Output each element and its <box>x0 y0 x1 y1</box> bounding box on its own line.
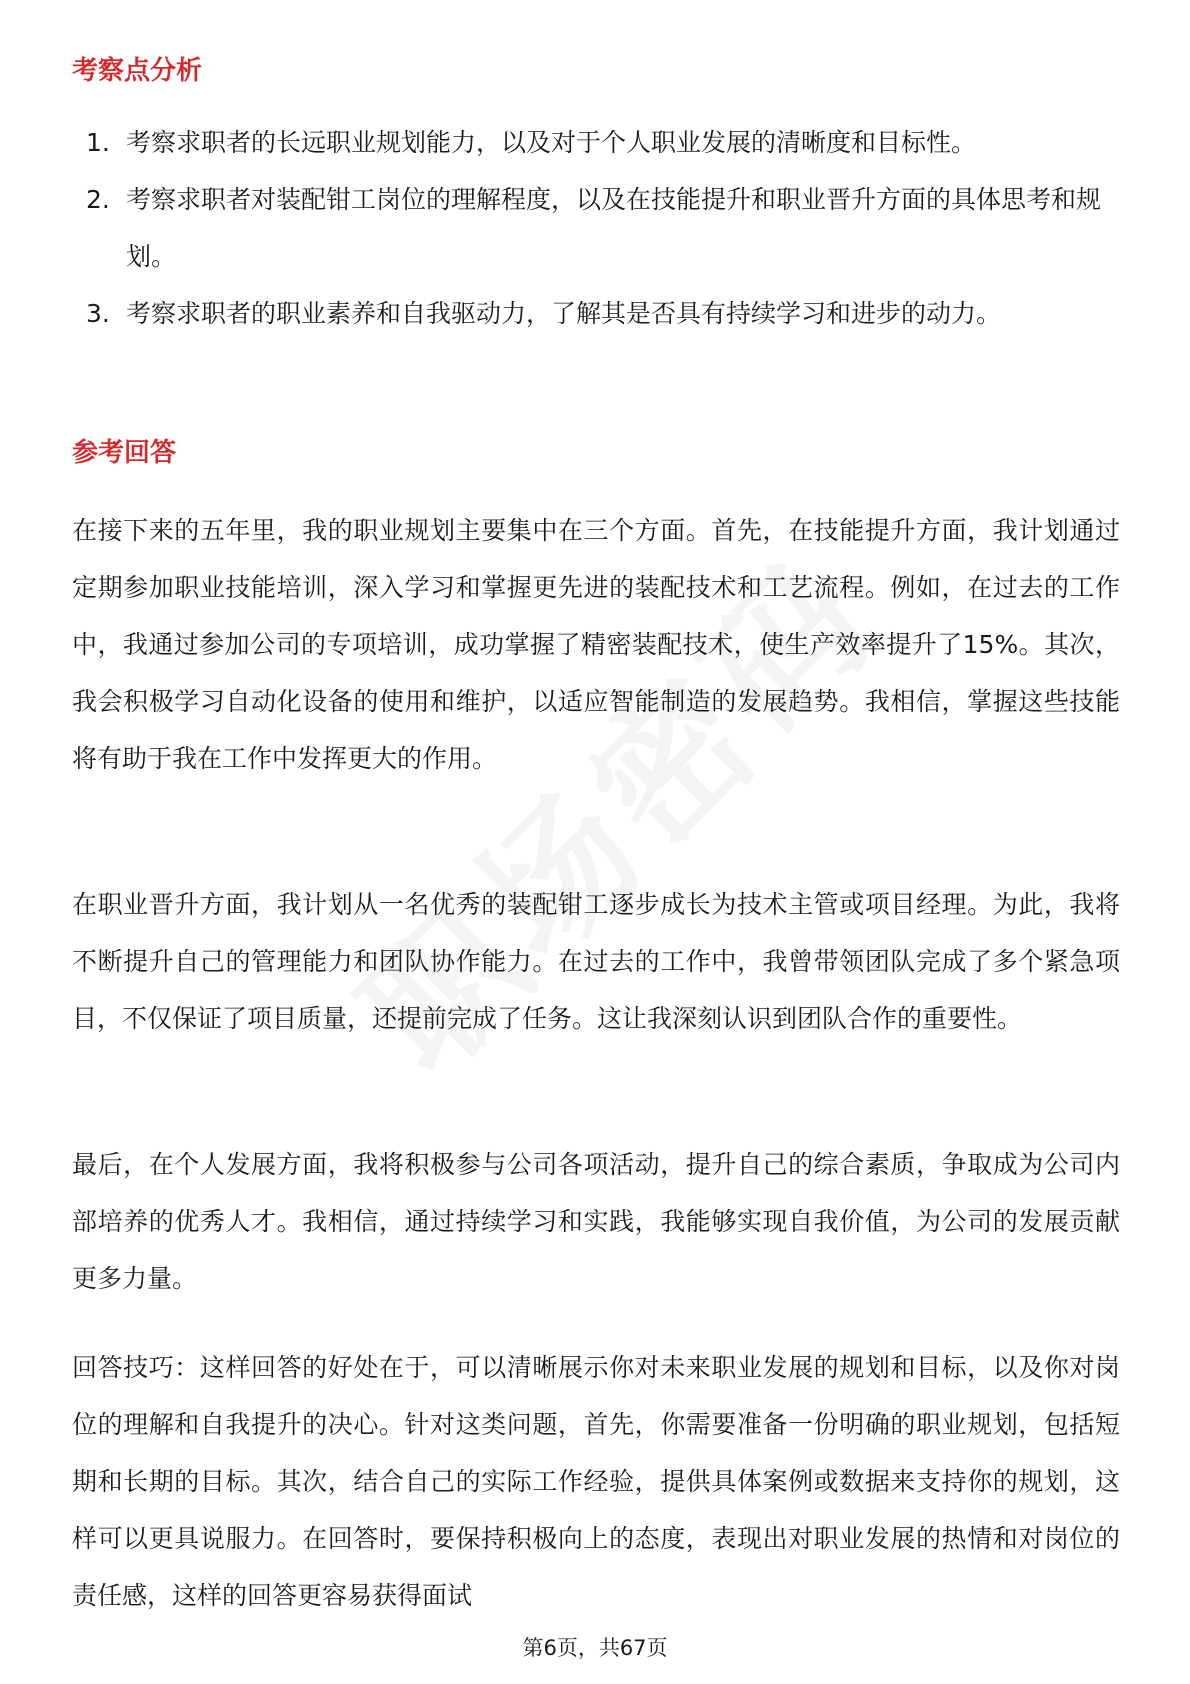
list-item-text: 考察求职者的长远职业规划能力，以及对于个人职业发展的清晰度和目标性。 <box>126 128 977 157</box>
list-item-text: 考察求职者对装配钳工岗位的理解程度，以及在技能提升和职业晋升方面的具体思考和规划。 <box>126 185 1102 271</box>
answer-paragraph: 在职业晋升方面，我计划从一名优秀的装配钳工逐步成长为技术主管或项目经理。为此，我将不断提升自己的管理能力和团队协作能力。在过去的工作中，我曾带领团队完成了多个紧急项目，不仅保证了项目质量，还提前完成了任务。这让我深刻认识到团队合作的重要性。 <box>72 890 1120 1033</box>
answer-heading: 参考回答 <box>72 438 177 468</box>
tips-paragraph: 回答技巧：这样回答的好处在于，可以清晰展示你对未来职业发展的规划和目标，以及你对岗位的理解和自我提升的决心。针对这类问题，首先，你需要准备一份明确的职业规划，包括短期和长期的目标。其次，结合自己的实际工作经验，提供具体案例或数据来支持你的规划，这样可以更具说服力。在回答时，要保持积极向上的态度，表现出对职业发展的热情和对岗位的责任感，这样的回答更容易获得面试 <box>72 1353 1120 1610</box>
answer-paragraph: 最后，在个人发展方面，我将积极参与公司各项活动，提升自己的综合素质，争取成为公司内部培养的优秀人才。我相信，通过持续学习和实践，我能够实现自我价值，为公司的发展贡献更多力量。 <box>72 1150 1120 1293</box>
list-number: 1. <box>86 128 110 157</box>
analysis-list <box>72 114 1122 342</box>
page-number: 第6页，共67页 <box>522 1636 668 1660</box>
list-number: 3. <box>86 299 110 328</box>
list-item <box>72 114 1122 171</box>
answer-paragraph: 在接下来的五年里，我的职业规划主要集中在三个方面。首先，在技能提升方面，我计划通过定期参加职业技能培训，深入学习和掌握更先进的装配技术和工艺流程。例如，在过去的工作中，我通过参加公司的专项培训，成功掌握了精密装配技术，使生产效率提升了15%。其次，我会积极学习自动化设备的使用和维护，以适应智能制造的发展趋势。我相信，掌握这些技能将有助于我在工作中发挥更大的作用。 <box>72 516 1120 773</box>
list-number: 2. <box>86 185 110 214</box>
analysis-heading: 考察点分析 <box>72 56 203 86</box>
list-item <box>72 285 1122 342</box>
list-item-text: 考察求职者的职业素养和自我驱动力，了解其是否具有持续学习和进步的动力。 <box>126 299 1002 328</box>
list-item <box>72 171 1122 285</box>
